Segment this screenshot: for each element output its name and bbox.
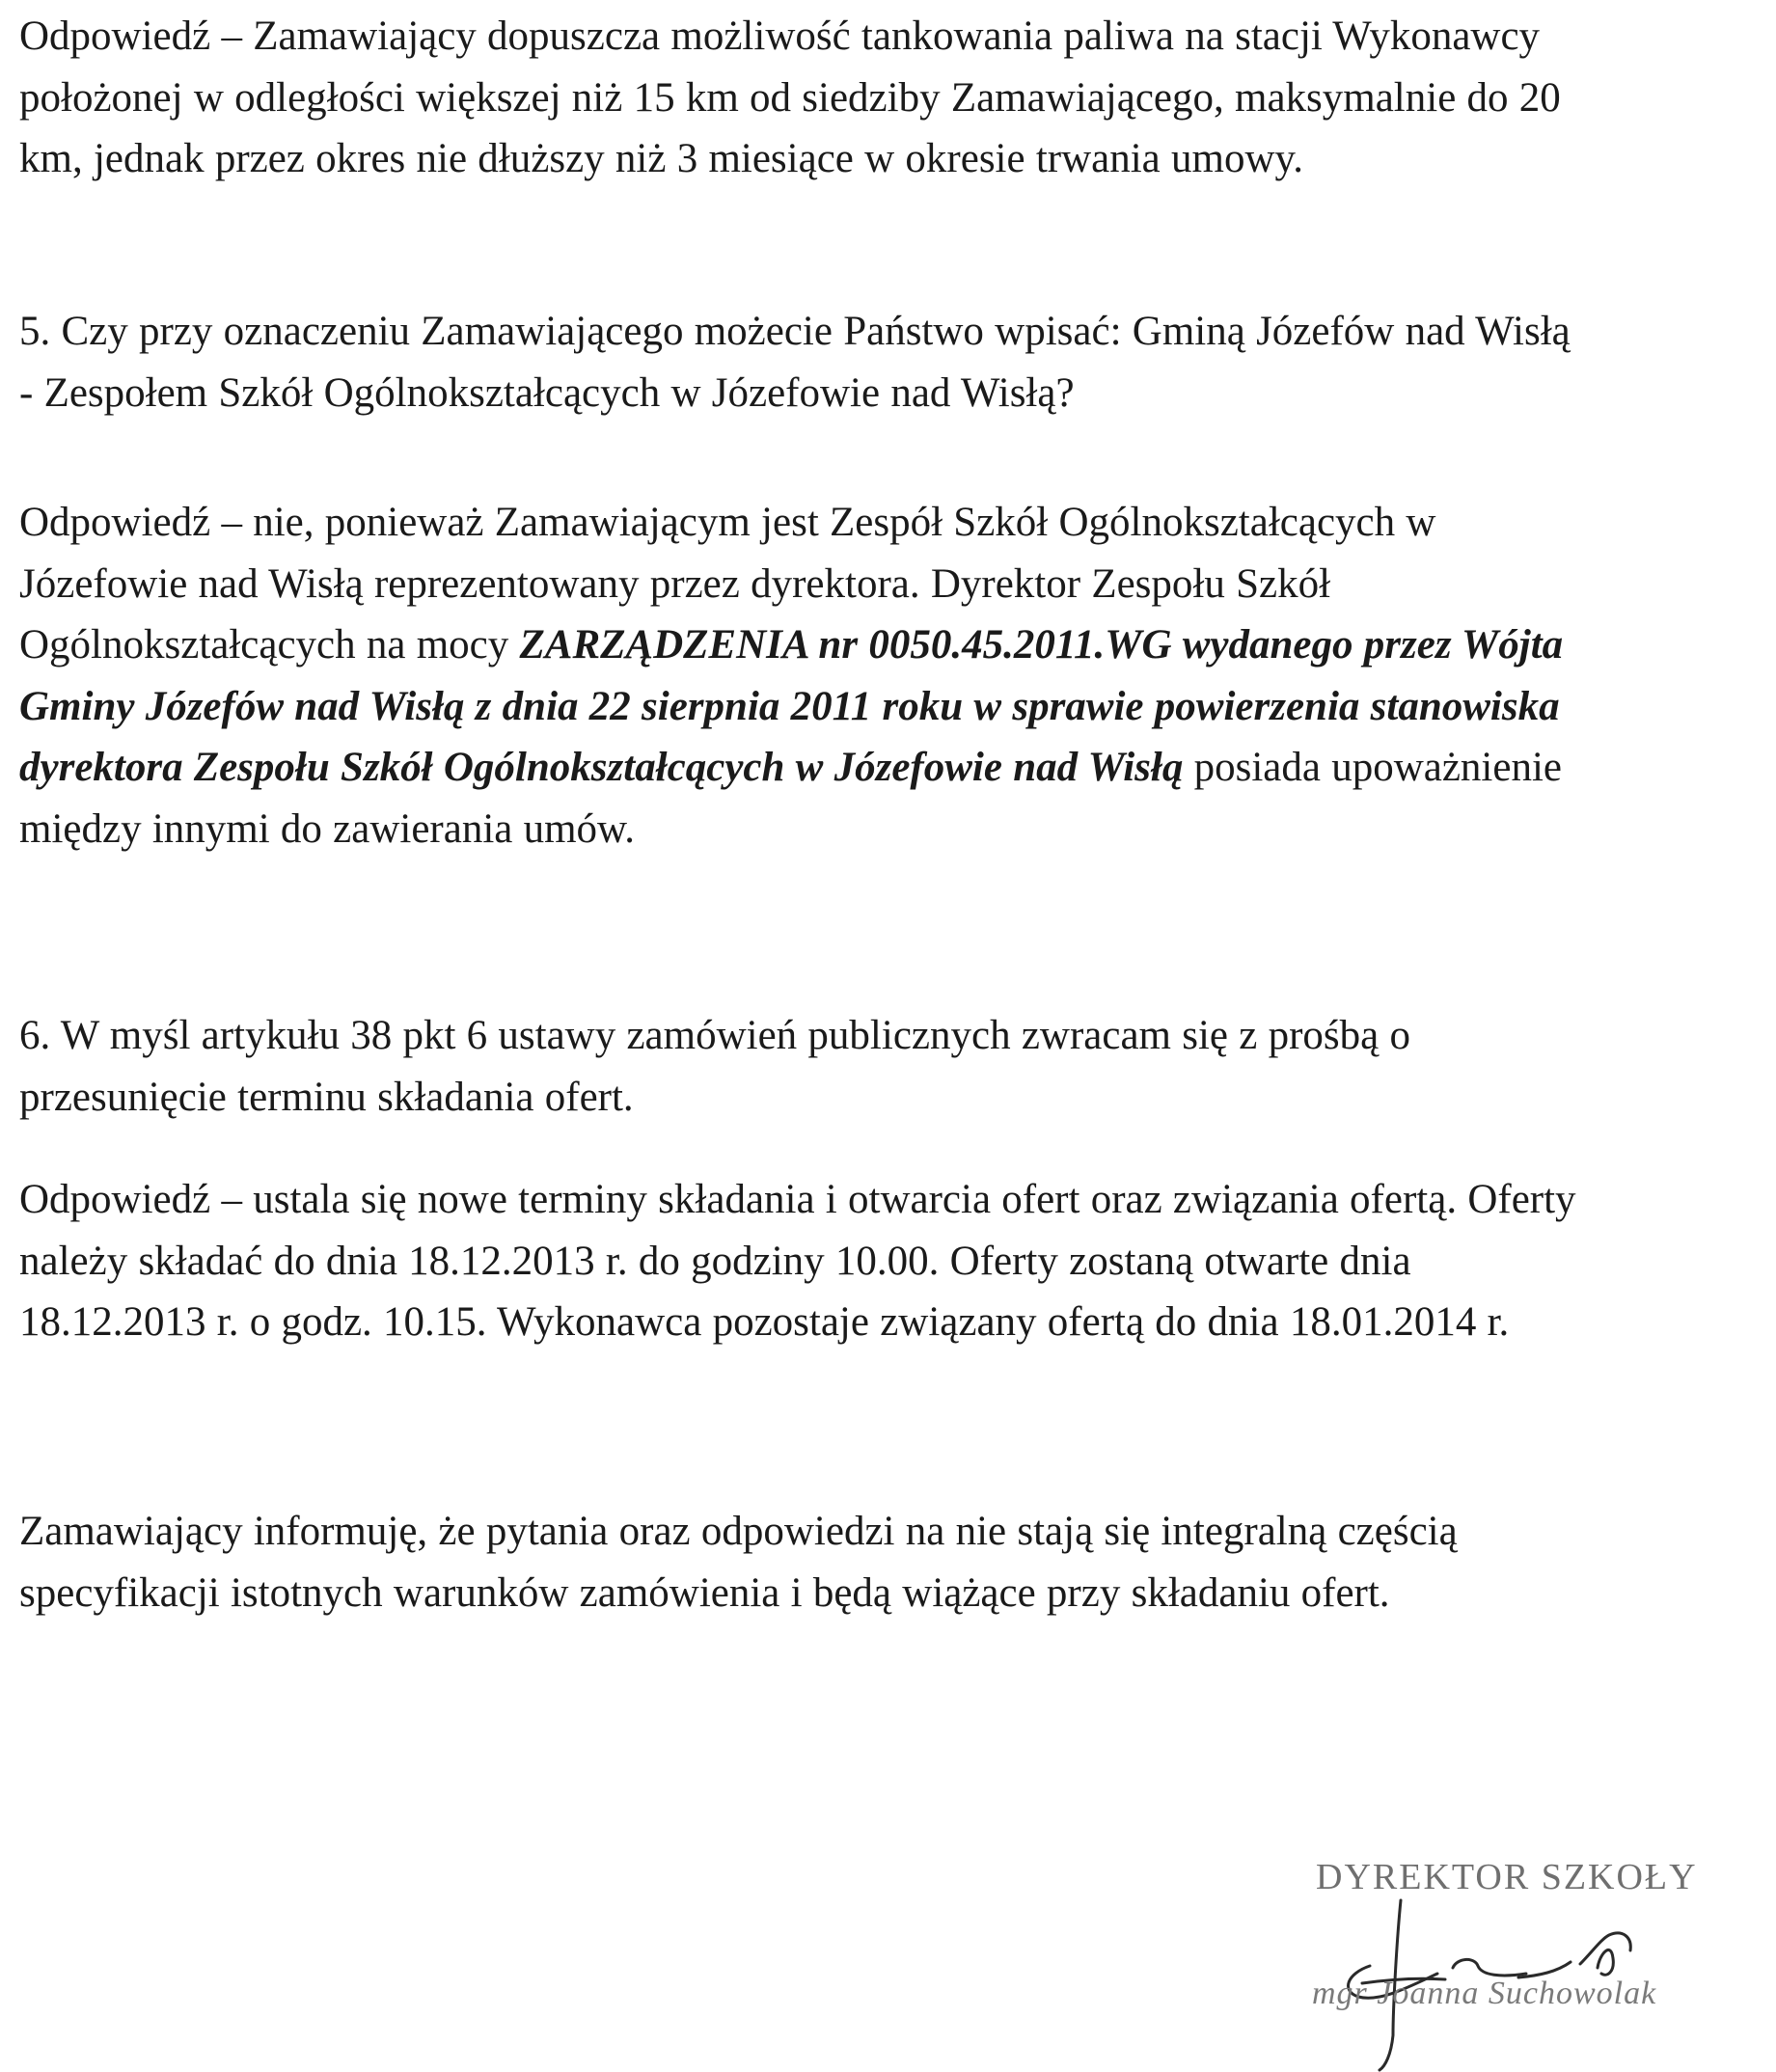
director-stamp <box>1312 1856 1736 2072</box>
paragraph-answer-6 <box>19 1169 1767 1353</box>
text-line: 18.12.2013 r. o godz. 10.15. Wykonawca pozostaje związany ofertą do dnia 18.01.2014 r. <box>19 1299 1510 1345</box>
paragraph-answer-4 <box>19 6 1767 190</box>
ordinance-reference: dyrektora Zespołu Szkół Ogólnokształcących w Józefowie nad Wisłą <box>19 745 1184 790</box>
text-line: specyfikacji istotnych warunków zamówienia i będą wiążące przy składaniu ofert. <box>19 1569 1390 1616</box>
text-line: Odpowiedź – Zamawiający dopuszcza możliwość tankowania paliwa na stacji Wykonawcy <box>19 14 1541 59</box>
text-line: posiada upoważnienie <box>1183 745 1562 790</box>
stamp-name: mgr Joanna Suchowolak <box>1312 1976 1657 2011</box>
text-line: położonej w odległości większej niż 15 km od siedziby Zamawiającego, maksymalnie do 20 <box>19 74 1561 121</box>
ordinance-reference: Gminy Józefów nad Wisłą z dnia 22 sierpnia 2011 roku w sprawie powierzenia stanowiska <box>19 683 1560 729</box>
text-line: 5. Czy przy oznaczeniu Zamawiającego możecie Państwo wpisać: Gminą Józefów nad Wisłą <box>19 309 1571 354</box>
text-line: należy składać do dnia 18.12.2013 r. do godziny 10.00. Oferty zostaną otwarte dnia <box>19 1238 1411 1284</box>
text-line: Ogólnokształcących na mocy <box>19 622 520 668</box>
ordinance-reference: ZARZĄDZENIA nr 0050.45.2011.WG wydanego przez Wójta <box>519 622 1564 668</box>
text-line: Odpowiedź – ustala się nowe terminy składania i otwarcia ofert oraz związania ofertą. Oferty <box>19 1177 1576 1222</box>
paragraph-question-6 <box>19 1005 1767 1128</box>
text-line: Zamawiający informuję, że pytania oraz odpowiedzi na nie stają się integralną częścią <box>19 1509 1458 1554</box>
text-line: km, jednak przez okres nie dłuższy niż 3 miesiące w okresie trwania umowy. <box>19 136 1303 181</box>
paragraph-closing <box>19 1501 1767 1623</box>
text-line: Józefowie nad Wisłą reprezentowany przez dyrektora. Dyrektor Zespołu Szkół <box>19 560 1331 607</box>
paragraph-answer-5 <box>19 492 1767 859</box>
text-line: Odpowiedź – nie, ponieważ Zamawiającym jest Zespół Szkół Ogólnokształcących w <box>19 500 1436 545</box>
stamp-title: DYREKTOR SZKOŁY <box>1316 1857 1698 1897</box>
text-line: 6. W myśl artykułu 38 pkt 6 ustawy zamówień publicznych zwracam się z prośbą o <box>19 1013 1410 1058</box>
paragraph-question-5 <box>19 301 1767 423</box>
text-line: - Zespołem Szkół Ogólnokształcących w Józefowie nad Wisłą? <box>19 369 1075 416</box>
text-line: przesunięcie terminu składania ofert. <box>19 1074 634 1120</box>
text-line: między innymi do zawierania umów. <box>19 805 636 852</box>
